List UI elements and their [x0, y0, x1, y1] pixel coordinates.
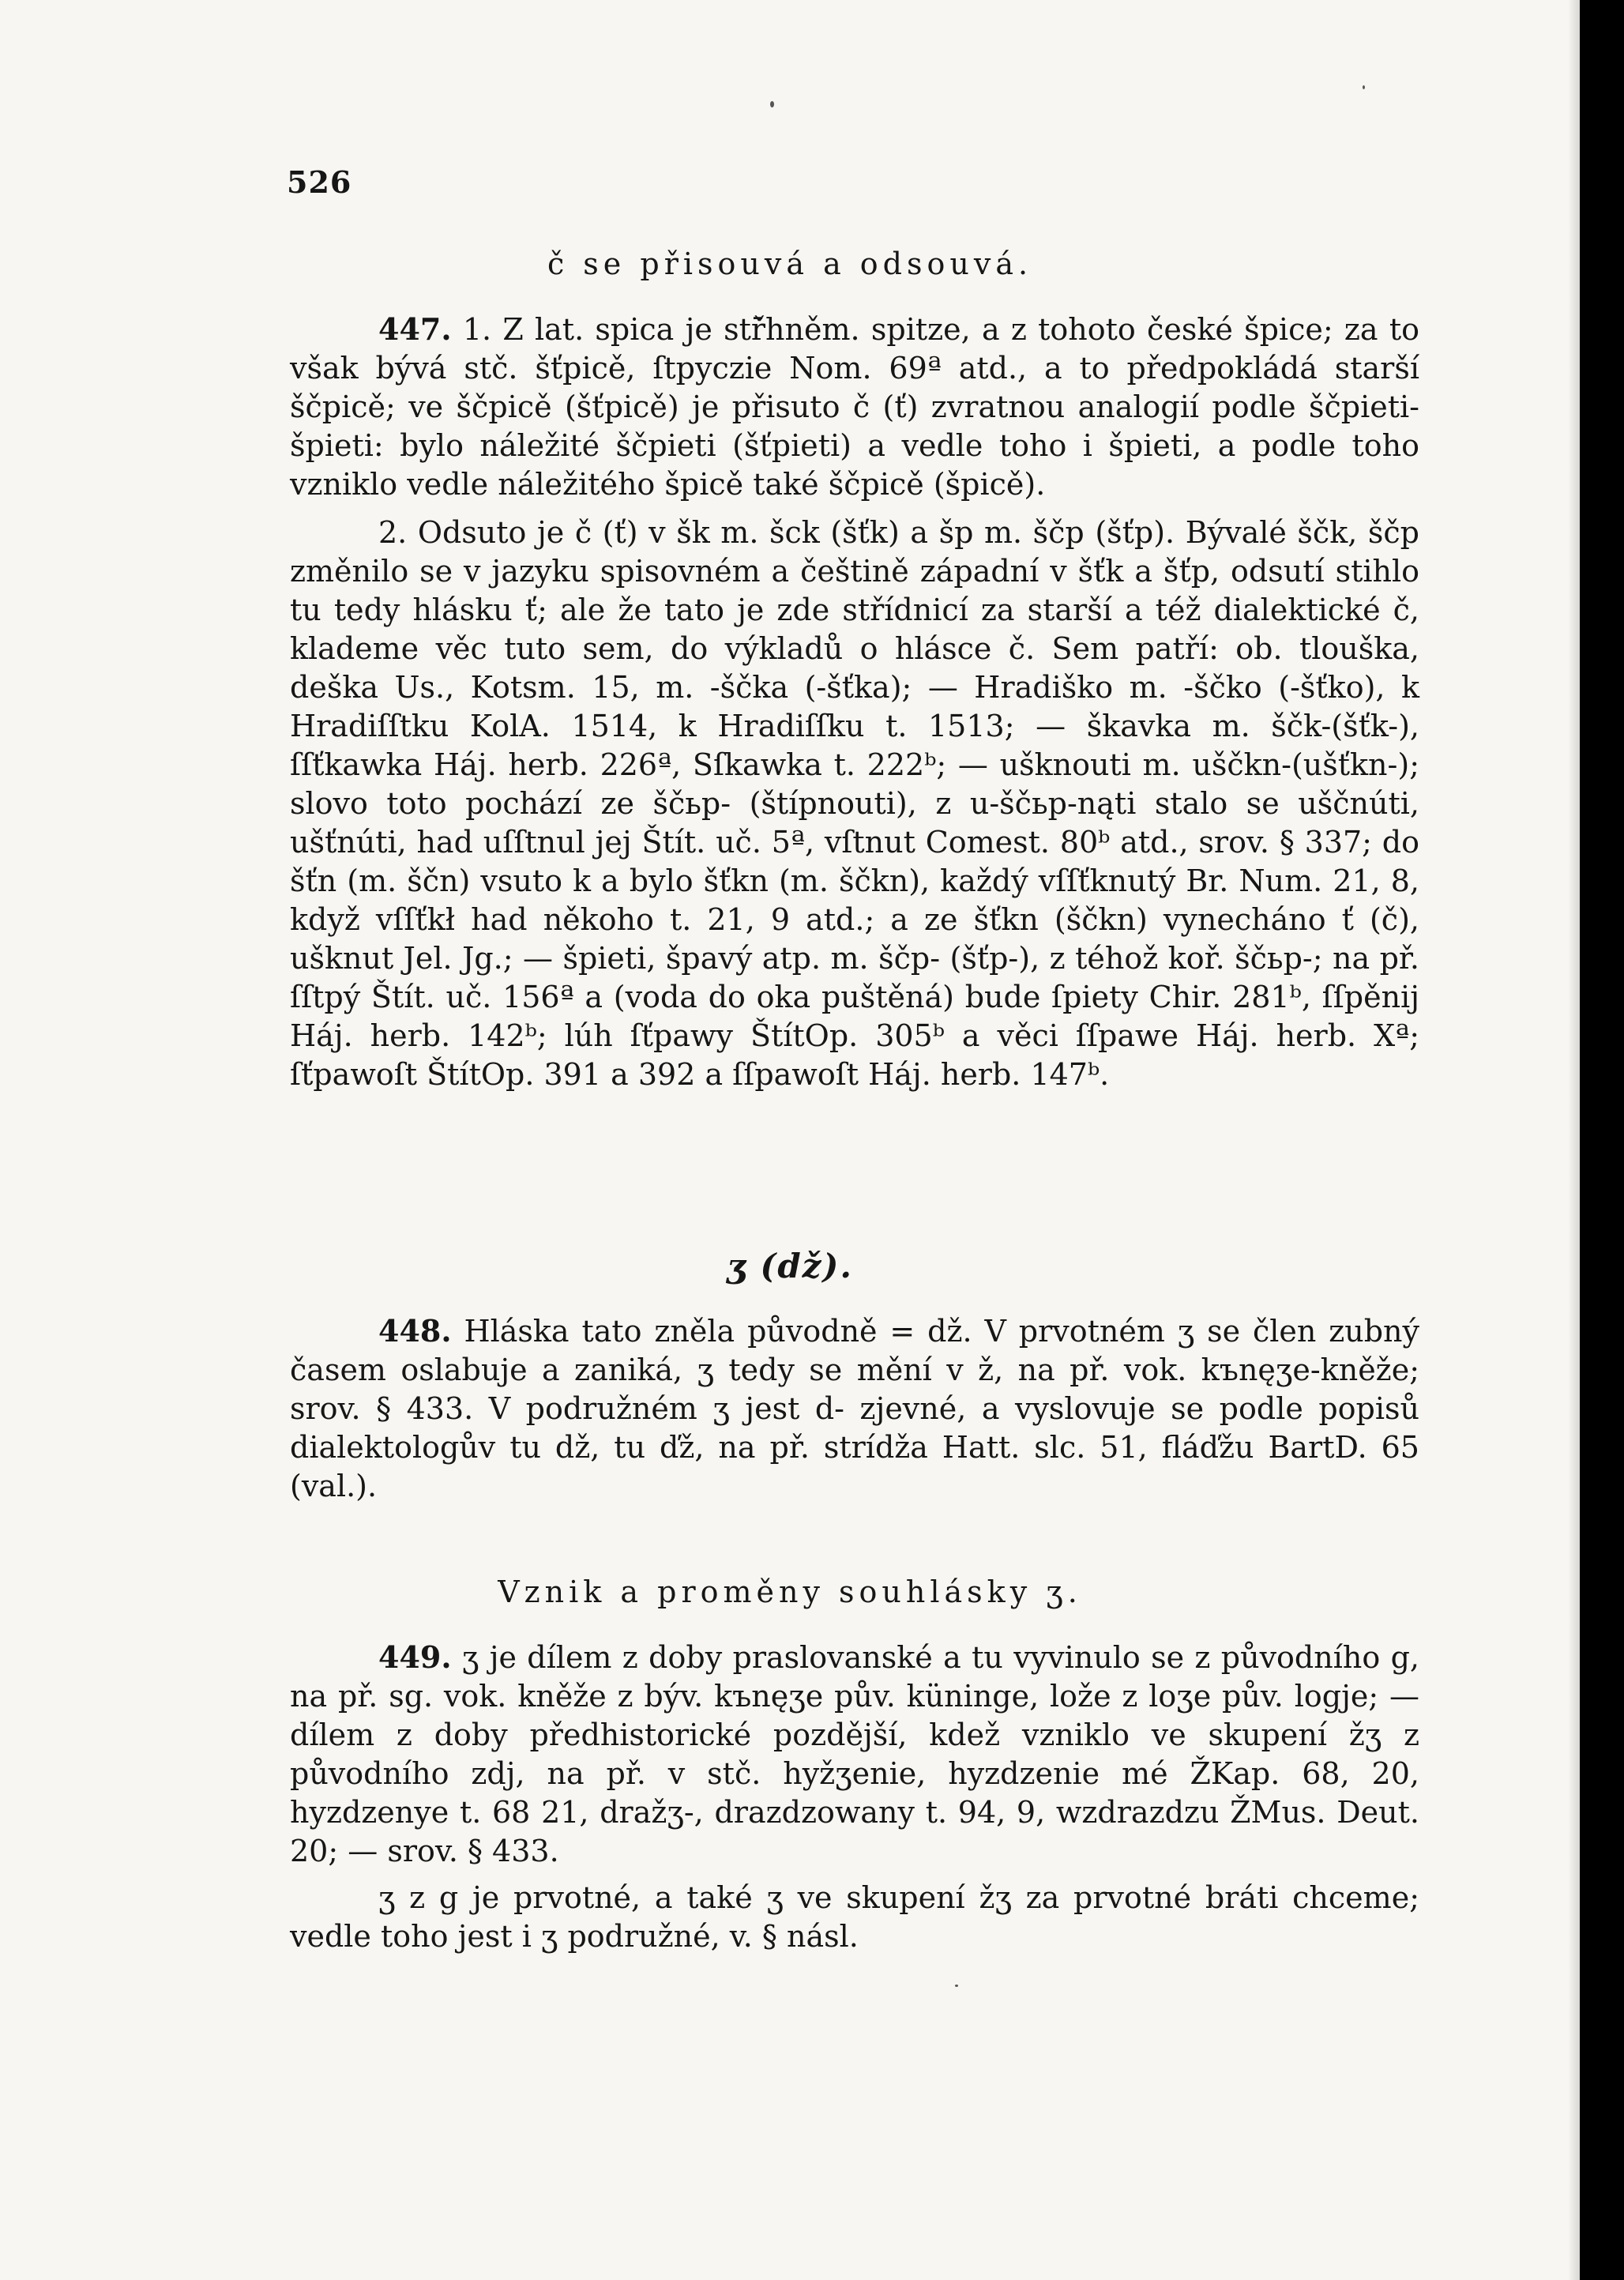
paragraph-447-2	[290, 514, 1419, 1094]
section-heading-dz: ʒ (dž).	[726, 1247, 854, 1285]
dust-speck	[770, 101, 774, 107]
section-heading-c: č se přisouvá a odsouvá.	[547, 246, 1033, 281]
paragraph-449	[290, 1638, 1419, 1871]
page-number: 526	[287, 164, 352, 200]
paragraph-text: ʒ je dílem z doby praslovanské a tu vyvinulo se z původního g, na př. sg. vok. kněže z býv. kъnęʒe pův. küningе, lože z loʒe pův. logje; — dílem z doby předhistorické pozdější, kdež vzniklo ve skupení žʒ z původního zdj, na př. v stč. hyžʒenie, hyzdzenie mé ŽKap. 68, 20, hyzdzenye t. 68 21, dražʒ-, drazdzowany t. 94, 9, wzdrazdzu ŽMus. Deut. 20; — srov. § 433.	[290, 1640, 1419, 1868]
paragraph-text: Hláska tato zněla původně = dž. V prvotném ʒ se člen zubný časem oslabuje a zaniká, ʒ tedy se mění v ž, na př. vok. kъnęʒe-kněže; srov. § 433. V podružném ʒ jest d- zjevné, a vyslovuje se podle popisů dialektologův tu dž, tu ďž, na př. strídža Hatt. slc. 51, fláďžu BartD. 65 (val.).	[290, 1314, 1419, 1503]
paragraph-text: ʒ z g je prvotné, a také ʒ ve skupení žʒ za prvotné bráti chceme; vedle toho jest i ʒ podružné, v. § násl.	[290, 1880, 1419, 1954]
paragraph-447-1	[290, 310, 1419, 504]
paragraph-number: 447.	[378, 311, 452, 347]
page-edge-shadow	[1568, 0, 1580, 2280]
paragraph-number: 449.	[378, 1639, 452, 1675]
dust-speck	[955, 1985, 958, 1987]
dust-speck	[1363, 85, 1365, 89]
paragraph-text: 1. Z lat. spica je stř̄hněm. spitze, a z tohoto české špice; za to však bývá stč. šťpicě, ſtpyczie Nom. 69ª atd., a to předpokládá starší ščpicě; ve ščpicě (šťpicě) je přisuto č (ť) zvratnou analogií podle ščpieti-špieti: bylo náležité ščpieti (šťpieti) a vedle toho i špieti, a podle toho vzniklo vedle náležitého špicě také ščpicě (špicě).	[290, 312, 1419, 502]
paragraph-text: 2. Odsuto je č (ť) v šk m. šck (šťk) a šp m. ščp (šťp). Bývalé ščk, ščp změnilo se v jazyku spisovném a češtině západní v šťk a šťp, odsutí stihlo tu tedy hlásku ť; ale že tato je zde střídnicí za starší a též dialektické č, klademe věc tuto sem, do výkladů o hlásce č. Sem patří: ob. tlouška, deška Us., Kotsm. 15, m. -ščka (-šťka); — Hradiško m. -ščko (-šťko), k Hradiſſtku KolA. 1514, k Hradiſſku t. 1513; — škavka m. ščk-(šťk-), ſſťkawka Háj. herb. 226ª, Sſkawka t. 222ᵇ; — ušknouti m. uščkn-(ušťkn-); slovo toto pochází ze ščьp- (štípnouti), z u-ščьp-nąti stalo se uščnúti, ušťnúti, had uſſtnul jej Štít. uč. 5ª, vſtnut Comest. 80ᵇ atd., srov. § 337; do šťn (m. ščn) vsuto k a bylo šťkn (m. ščkn), každý vſſťknutý Br. Num. 21, 8, když vſſťkł had někoho t. 21, 9 atd.; a ze šťkn (ščkn) vynecháno ť (č), ušknut Jel. Jg.; — špieti, špavý atp. m. ščp- (šťp-), z téhož koř. ščьp-; na př. ſſtpý Štít. uč. 156ª a (voda do oka puštěná) bude ſpiety Chir. 281ᵇ, ſſpěnij Háj. herb. 142ᵇ; lúh ſťpawy ŠtítOp. 305ᵇ a věci ſſpawe Háj. herb. Xª; ſťpawoſt ŠtítOp. 391 a 392 a ſſpawoſt Háj. herb. 147ᵇ.	[290, 515, 1419, 1092]
paragraph-448	[290, 1311, 1419, 1506]
paragraph-number: 448.	[378, 1313, 452, 1349]
paragraph-449-2	[290, 1879, 1419, 1956]
section-heading-vznik: Vznik a proměny souhlásky ʒ.	[498, 1575, 1082, 1609]
